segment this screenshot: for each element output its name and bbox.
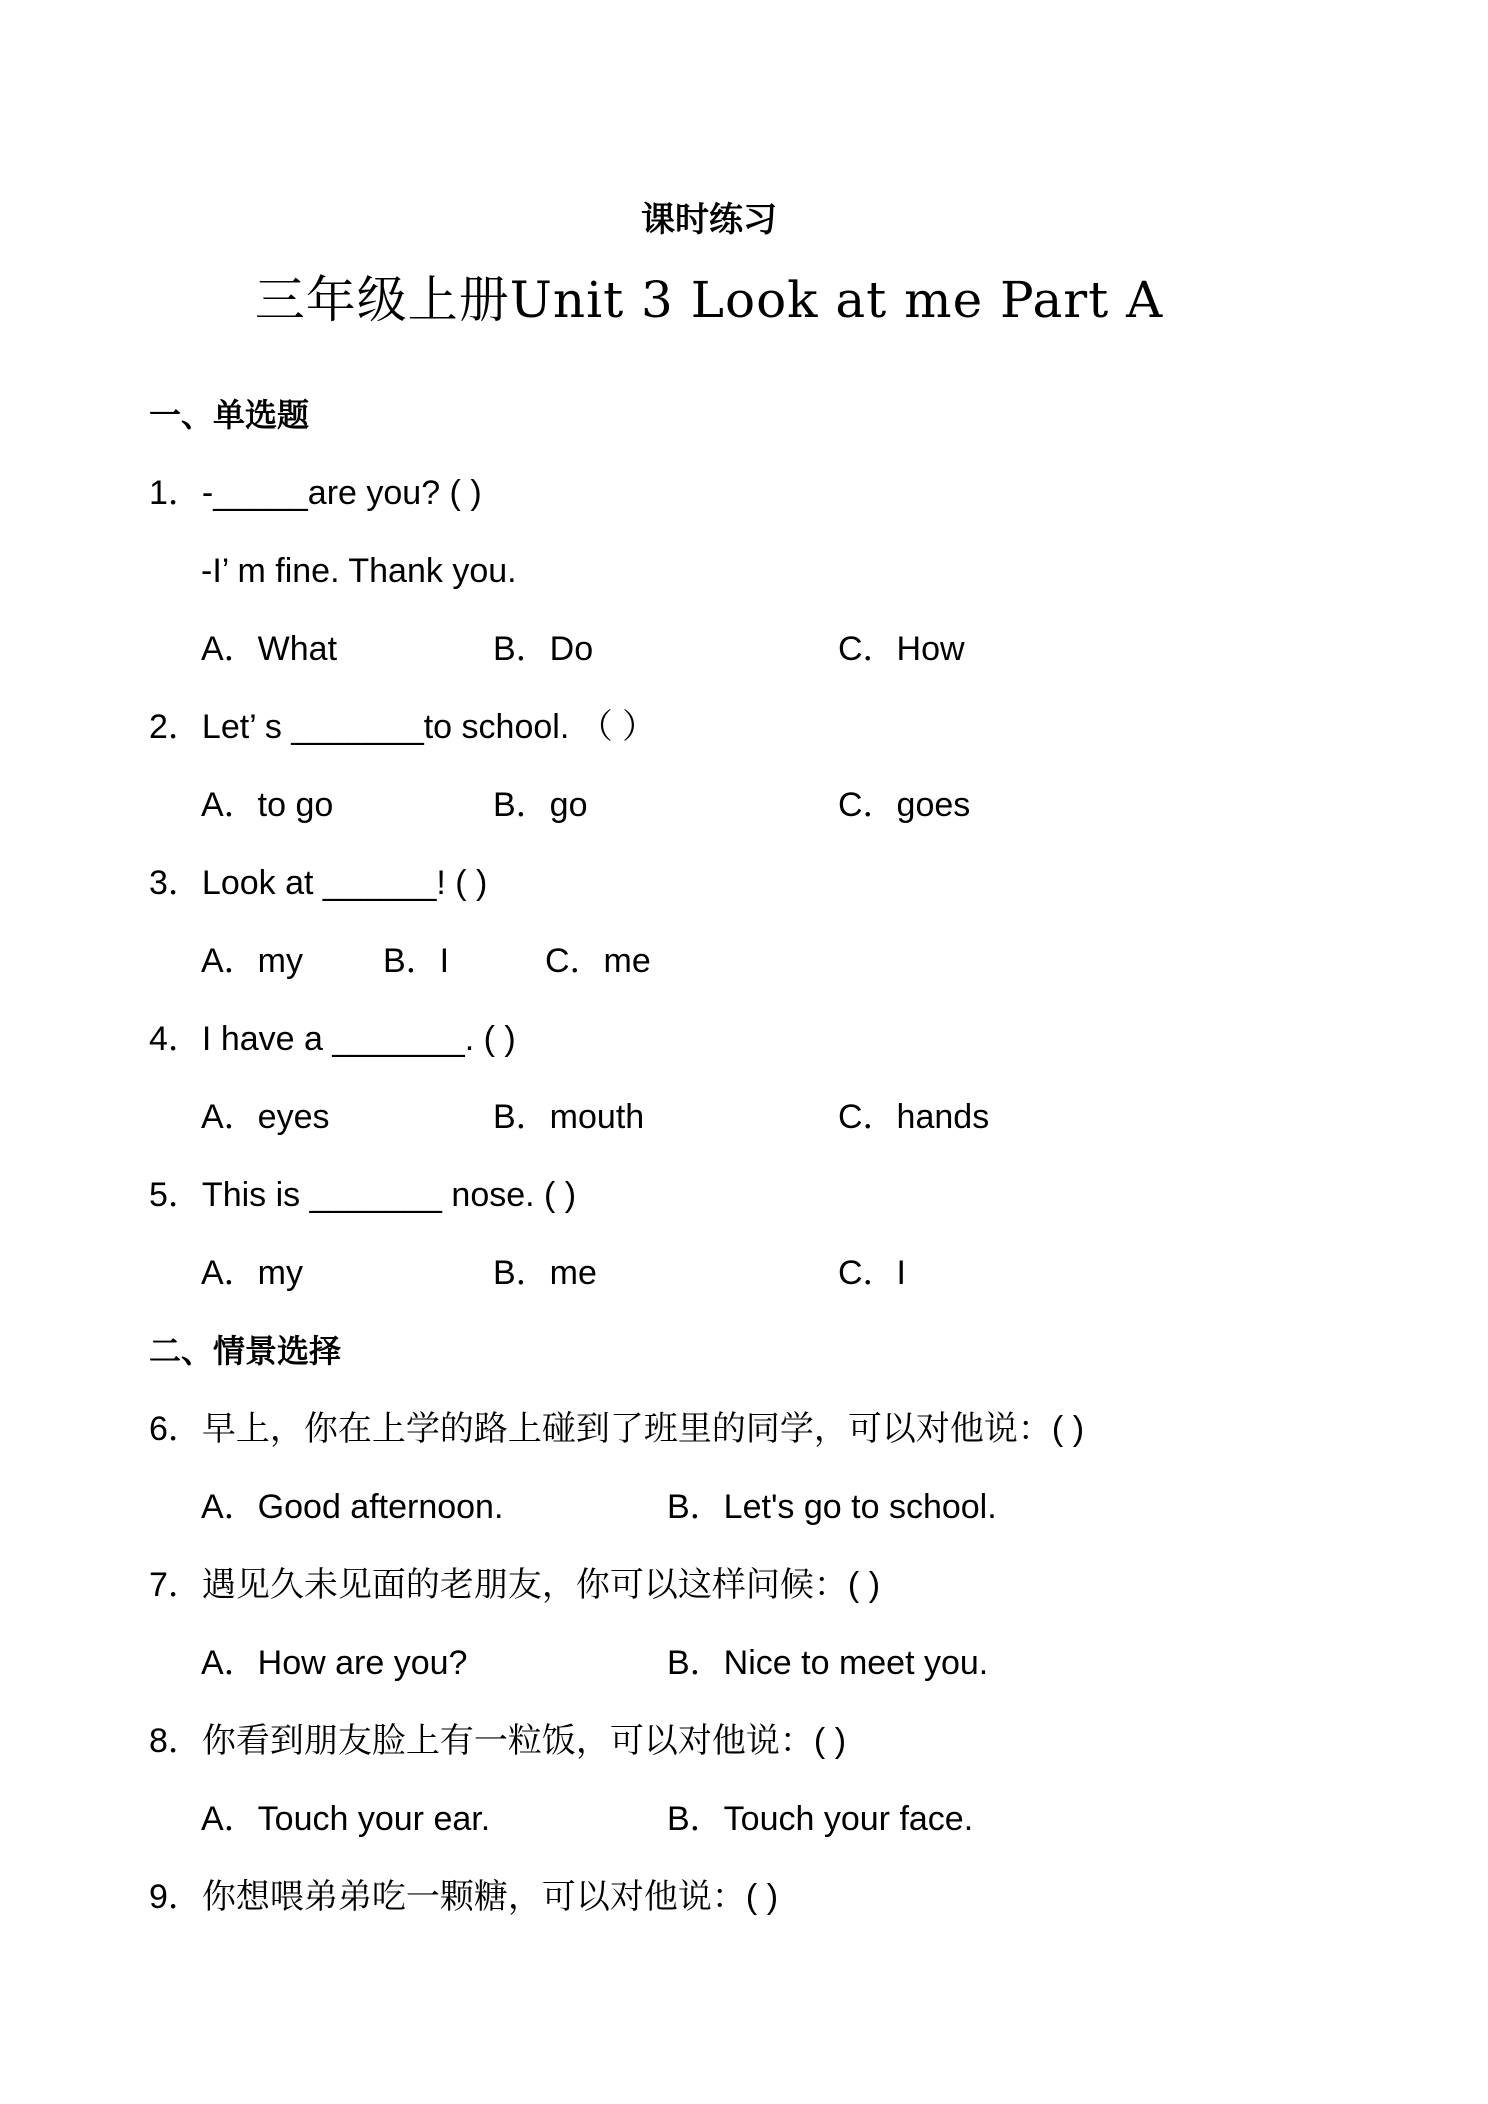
question-number: 3．	[149, 864, 202, 902]
option-c: C．goes	[838, 786, 971, 824]
option-b: B．Do	[493, 630, 594, 668]
option-c: C．me	[545, 942, 651, 980]
question-number: 8．	[149, 1722, 202, 1760]
option-a: A．my	[201, 1254, 303, 1292]
question-number: 4．	[149, 1020, 202, 1058]
option-c: C．hands	[838, 1098, 990, 1136]
question-7	[149, 1565, 880, 1605]
question-stem: 早上，你在上学的路上碰到了班里的同学，可以对他说：( )	[201, 1410, 1085, 1448]
question-stem: This is _______ nose. ( )	[201, 1176, 577, 1214]
question-number: 9．	[149, 1878, 202, 1916]
option-a: A．What	[201, 630, 338, 668]
section-heading-situational: 二、情景选择	[149, 1333, 342, 1369]
worksheet-title: 三年级上册Unit 3 Look at me Part A	[254, 271, 1164, 329]
option-b: B．I	[383, 942, 450, 980]
question-number: 1．	[149, 474, 202, 512]
question-4	[149, 1019, 516, 1059]
question-number: 6．	[149, 1410, 202, 1448]
question-stem: Let’ s _______to school. （ ）	[201, 708, 657, 746]
option-b: B．me	[493, 1254, 597, 1292]
worksheet-subtitle: 课时练习	[641, 201, 777, 239]
question-stem: I have a _______. ( )	[201, 1020, 516, 1058]
option-b: B．Touch your face.	[667, 1800, 974, 1838]
option-b: B．Let's go to school.	[667, 1488, 997, 1526]
question-stem: 你看到朋友脸上有一粒饭，可以对他说：( )	[201, 1722, 847, 1760]
option-b: B．mouth	[493, 1098, 645, 1136]
question-number: 2．	[149, 708, 202, 746]
question-number: 7．	[149, 1566, 202, 1604]
option-a: A．eyes	[201, 1098, 330, 1136]
option-c: C．How	[838, 630, 965, 668]
option-b: B．go	[493, 786, 588, 824]
option-b: B．Nice to meet you.	[667, 1644, 989, 1682]
option-a: A．to go	[201, 786, 334, 824]
section-heading-single-choice: 一、单选题	[149, 397, 310, 433]
option-c: C．I	[838, 1254, 906, 1292]
option-a: A．Touch your ear.	[201, 1800, 491, 1838]
option-a: A．my	[201, 942, 303, 980]
question-8	[149, 1721, 846, 1761]
question-3	[149, 863, 487, 903]
question-1	[149, 473, 482, 513]
question-9	[149, 1877, 778, 1917]
question-stem: -_____are you? ( )	[201, 474, 482, 512]
question-5	[149, 1175, 576, 1215]
option-a: A．Good afternoon.	[201, 1488, 504, 1526]
question-6	[149, 1409, 1084, 1449]
question-2	[149, 707, 656, 747]
question-stem: 遇见久未见面的老朋友，你可以这样问候：( )	[201, 1566, 881, 1604]
question-1-dialogue: -I’ m fine. Thank you.	[201, 552, 517, 590]
option-a: A．How are you?	[201, 1644, 468, 1682]
question-stem: 你想喂弟弟吃一颗糖，可以对他说：( )	[201, 1878, 779, 1916]
question-number: 5．	[149, 1176, 202, 1214]
question-stem: Look at ______! ( )	[201, 864, 488, 902]
